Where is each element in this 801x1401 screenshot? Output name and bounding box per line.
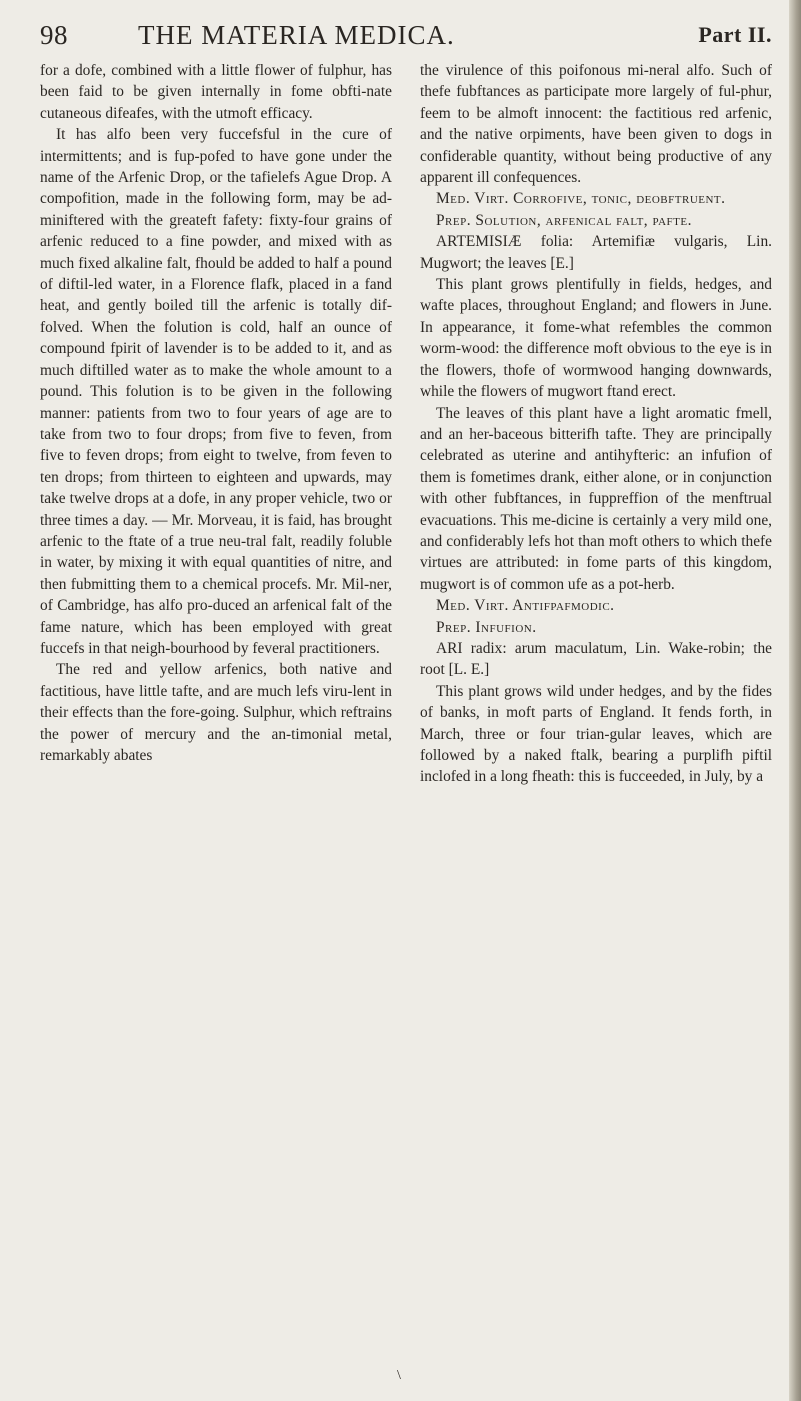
paragraph: The red and yellow arfenics, both native and factitious, have little tafte, and are much lefs viru-lent in their effects than the fore-going. Sulphur, which reftrains the power of mercury and the an-timonial metal, remarkably abates xyxy=(40,661,392,764)
entry-heading-ari: ARI radix: arum maculatum, Lin. Wake-robin; the root [L. E.] xyxy=(420,639,772,679)
medical-virtues: Med. Virt. Antifpafmodic. xyxy=(436,597,615,615)
paragraph: It has alfo been very fuccefsful in the cure of intermittents; and is fup-pofed to have gone under the name of the Arfenic Drop, or the tafielefs Ague Drop. A compofition, made in the following form, may be ad-miniftered with the greateft fafety: fixty-four grains of arfenic reduced to a fine powder, and mixed with as much fixed alkaline falt, fhould be added to half a pound of diftil-led water, in a Florence flafk, placed in a fand heat, and gently boiled till the arfenic is totally dif-folved. When the folution is cold, half an ounce of compound fpirit of lavender is to be added to it, and as much diftilled water as to make the whole amount to a pound. This folution is to be given in the following manner: patients from two to four years of age are to take from two to four drops; from five to feven, from five to feven drops; from eight to twelve, from feven to ten drops; from thirteen to eighteen and upwards, may take twelve drops at a dofe, in any proper vehicle, two or three times a day. — Mr. Morveau, it is faid, has brought arfenic to the ftate of a true neu-tral falt, readily foluble in water, by mixing it with equal quantities of nitre, and then fubmitting them to a chemical procefs. Mr. Mil-ner, of Cambridge, has alfo pro-duced an arfenical falt of the fame nature, which has been employed with great fuccefs in that neigh-bourhood by feveral practitioners. xyxy=(40,126,392,657)
paragraph: for a dofe, combined with a little flower of fulphur, has been faid to be given internally in fome obfti-nate cutaneous difeafes, with the utmoft efficacy. xyxy=(40,62,392,122)
paragraph: This plant grows plentifully in fields, hedges, and wafte places, throughout England; and flowers in June. In appearance, it fome-what refembles the common worm-wood: the difference moft obvious to the eye is in the flowers, thofe of wormwood hanging downwards, while the flowers of mugwort ftand erect. xyxy=(420,276,772,401)
left-column xyxy=(40,60,392,766)
entry-heading-artemisia: ARTEMISIÆ folia: Artemifiæ vulgaris, Lin. Mugwort; the leaves [E.] xyxy=(420,233,772,272)
running-title: THE MATERIA MEDICA. xyxy=(138,20,455,50)
paragraph: This plant grows wild under hedges, and by the fides of banks, in moft parts of England. It fends forth, in March, three or four trian-gular leaves, which are followed by a naked ftalk, bearing a purplifh piftil inclofed in a long fheath: this is fucceeded, in July, by a xyxy=(420,682,772,786)
footer-mark: \ xyxy=(397,1368,401,1383)
paragraph: The leaves of this plant have a light aromatic fmell, and an her-baceous bitterifh tafte. They are principally celebrated as uterine and antihyfteric: an infufion of them is fometimes drank, either alone, or in conjunction with other fubftances, in fuppreffion of the menftrual evacuations. This me-dicine is certainly a very mild one, and confiderably lefs hot than moft others to which thefe virtues are attributed: in fome parts of this kingdom, mugwort is of common ufe as a pot-herb. xyxy=(420,404,772,593)
running-header xyxy=(40,18,790,58)
paragraph: the virulence of this poifonous mi-neral alfo. Such of thefe fubftances as participate more largely of ful-phur, feem to be almoft innocent: the factitious red arfenic, and the native orpiments, have been given to dogs in confiderable quantity, without being productive of any apparent ill confequences. xyxy=(420,62,772,187)
medical-virtues: Med. Virt. Corrofive, tonic, deobftruent. xyxy=(436,190,726,208)
page-number: 98 xyxy=(40,20,68,50)
preparations: Prep. Infufion. xyxy=(436,618,537,636)
part-label: Part II. xyxy=(698,22,772,47)
page-edge-shadow xyxy=(789,0,801,1401)
preparations: Prep. Solution, arfenical falt, pafte. xyxy=(436,211,692,229)
right-column xyxy=(420,60,772,788)
